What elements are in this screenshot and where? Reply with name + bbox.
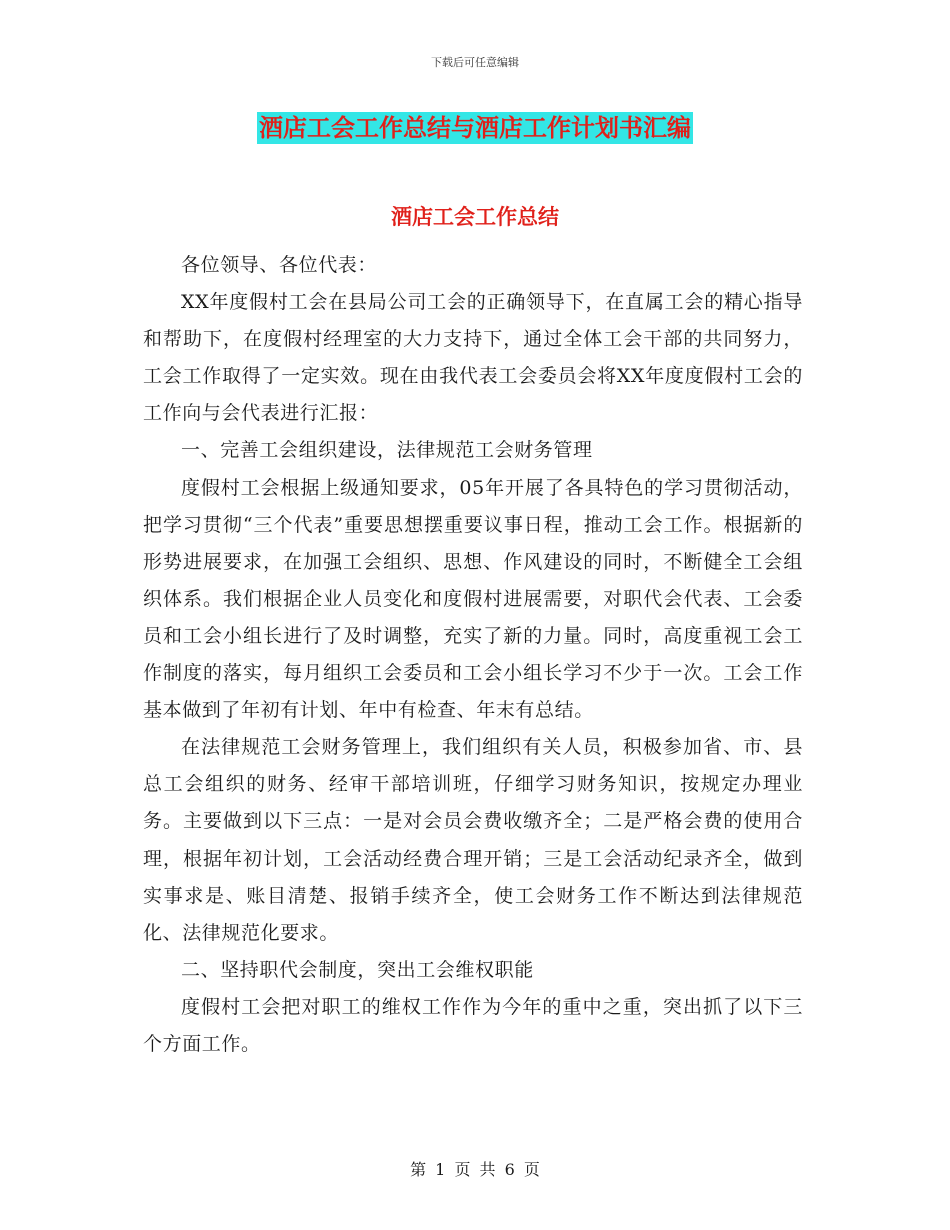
paragraph-heading-1: 一、完善工会组织建设，法律规范工会财务管理 [181, 439, 593, 462]
page-number-footer: 第 1 页 共 6 页 [410, 1160, 540, 1179]
paragraph-intro: XX年度假村工会在县局公司工会的正确领导下，在直属工会的精心指导和帮助下，在度假村经理室的大力支持下，通过全体工会干部的共同努力，工会工作取得了一定实效。现在由我代表工会委员会将XX年度度假村工会的工作向与会代表进行汇报： [143, 291, 803, 425]
paragraph-heading-2: 二、坚持职代会制度，突出工会维权职能 [181, 958, 534, 981]
paragraph-organization: 度假村工会根据上级通知要求，05年开展了各具特色的学习贯彻活动，把学习贯彻“三个代表”重要思想摆重要议事日程，推动工会工作。根据新的形势进展要求，在加强工会组织、思想、作风建设的同时，不断健全工会组织体系。我们根据企业人员变化和度假村进展需要，对职代会代表、工会委员和工会小组长进行了及时调整，充实了新的力量。同时，高度重视工会工作制度的落实，每月组织工会委员和工会小组长学习不少于一次。工会工作基本做到了年初有计划、年中有检查、年末有总结。 [143, 476, 803, 722]
document-title: 酒店工会工作总结与酒店工作计划书汇编 [259, 113, 691, 142]
paragraph-salutation: 各位领导、各位代表： [181, 254, 378, 276]
section-title: 酒店工会工作总结 [391, 204, 559, 229]
document-title-wrap [0, 112, 950, 144]
paragraph-finance: 在法律规范工会财务管理上，我们组织有关人员，积极参加省、市、县总工会组织的财务、经审干部培训班，仔细学习财务知识，按规定办理业务。主要做到以下三点：一是对会员会费收缴齐全；二是严格会费的使用合理，根据年初计划，工会活动经费合理开销；三是工会活动纪录齐全，做到实事求是、账目清楚、报销手续齐全，使工会财务工作不断达到法律规范化、法律规范化要求。 [143, 736, 803, 944]
document-body [143, 247, 803, 1063]
paragraph-rights: 度假村工会把对职工的维权工作作为今年的重中之重，突出抓了以下三个方面工作。 [143, 995, 803, 1055]
header-note: 下载后可任意编辑 [431, 56, 519, 69]
